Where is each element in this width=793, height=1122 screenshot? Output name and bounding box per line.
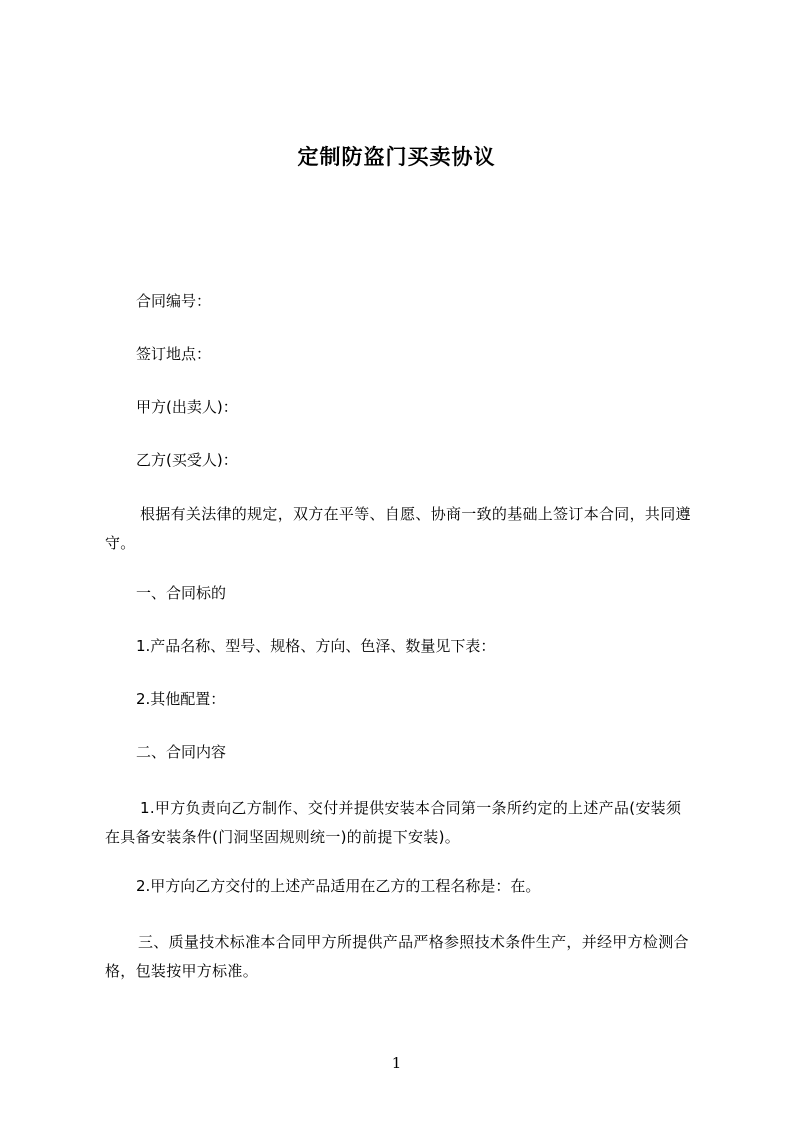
section3-paragraph: 三、质量技术标准本合同甲方所提供产品严格参照技术条件生产，并经甲方检测合格，包装按甲方标准。 — [105, 933, 689, 980]
document-title: 定制防盗门买卖协议 — [297, 145, 496, 169]
contract-number-field: 合同编号： — [136, 292, 212, 310]
section2-item1: 1.甲方负责向乙方制作、交付并提供安装本合同第一条所约定的上述产品(安装须在具备安装条件(门洞坚固规则统一)的前提下安装)。 — [105, 799, 682, 846]
preamble-paragraph: 根据有关法律的规定，双方在平等、自愿、协商一致的基础上签订本合同，共同遵守。 — [105, 505, 691, 552]
party-b-field: 乙方(买受人)： — [136, 451, 238, 469]
section2-item2: 2.甲方向乙方交付的上述产品适用在乙方的工程名称是：在。 — [136, 877, 541, 895]
page-number: 1 — [391, 1054, 402, 1072]
section1-item2: 2.其他配置： — [136, 690, 226, 708]
sign-place-field: 签订地点： — [136, 345, 212, 363]
section1-item1: 1.产品名称、型号、规格、方向、色泽、数量见下表： — [136, 637, 496, 655]
section1-heading: 一、合同标的 — [136, 584, 227, 602]
party-a-field: 甲方(出卖人)： — [136, 398, 238, 416]
section2-heading: 二、合同内容 — [136, 743, 227, 761]
